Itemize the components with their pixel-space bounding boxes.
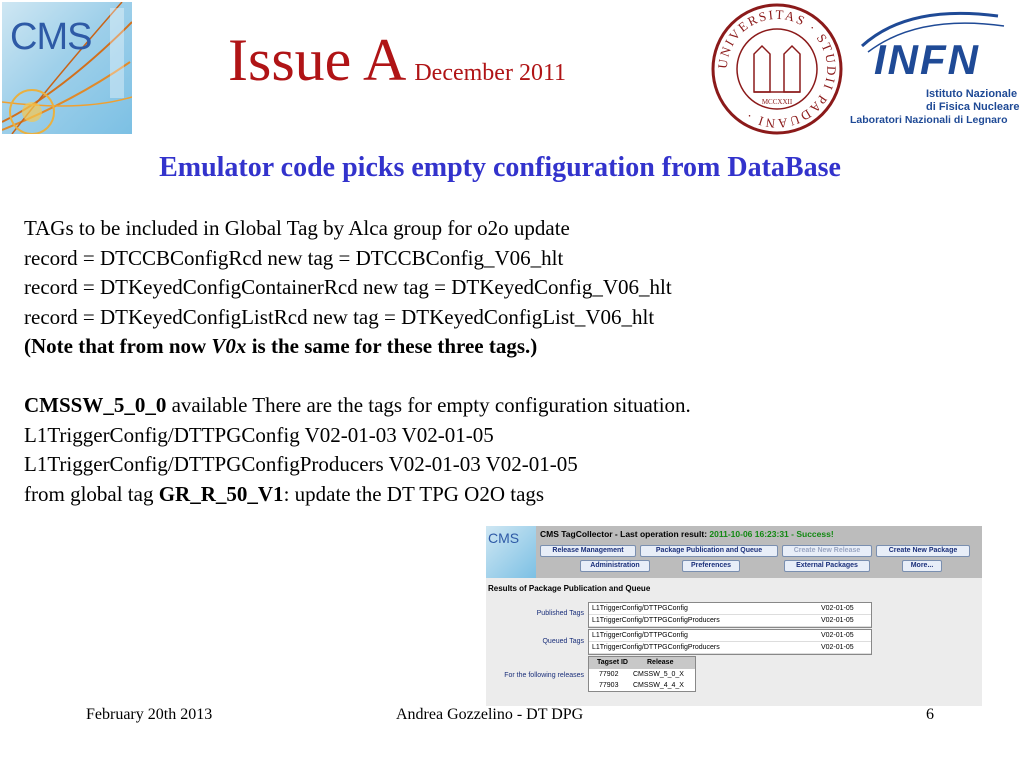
preferences-button[interactable]: Preferences xyxy=(682,560,740,572)
seal-graphic xyxy=(710,2,844,136)
more-button[interactable]: More... xyxy=(902,560,942,572)
tagcollector-title-prefix: CMS TagCollector - Last operation result: xyxy=(540,529,710,539)
tagset-id: 77903 xyxy=(599,682,619,689)
tagset-id: 77902 xyxy=(599,671,619,678)
tag-version: V02-01-05 xyxy=(821,644,854,651)
tag-version: V02-01-05 xyxy=(821,605,854,612)
slide-body xyxy=(24,214,691,509)
svg-text:UNIVERSITAS · STUDII PADUANI · xyxy=(715,7,839,131)
release-name: CMSSW_4_4_X xyxy=(633,682,684,689)
seal-year: MCCXXII xyxy=(761,98,793,106)
administration-button[interactable]: Administration xyxy=(580,560,650,572)
tagcollector-screenshot xyxy=(486,526,982,706)
body-line-note xyxy=(24,332,691,362)
release-row xyxy=(589,669,695,680)
tag-package: L1TriggerConfig/DTTPGConfigProducers xyxy=(592,644,720,651)
release-management-button[interactable]: Release Management xyxy=(540,545,636,557)
releases-table-header xyxy=(589,657,695,669)
slide-title-main: Issue A xyxy=(228,27,407,93)
tagcollector-status: 2011-10-06 16:23:31 - Success! xyxy=(709,529,834,539)
external-packages-button[interactable]: External Packages xyxy=(784,560,870,572)
tag-version: V02-01-05 xyxy=(821,617,854,624)
published-tags-label: Published Tags xyxy=(536,610,584,617)
create-new-package-button[interactable]: Create New Package xyxy=(876,545,970,557)
infn-logo xyxy=(848,6,1024,136)
footer-page-number: 6 xyxy=(926,706,934,723)
tagcollector-title xyxy=(540,529,834,539)
create-new-release-button[interactable]: Create New Release xyxy=(782,545,872,557)
body-line-record-container: record = DTKeyedConfigContainerRcd new tag = DTKeyedConfig_V06_hlt xyxy=(24,275,672,299)
cms-logo-text: CMS xyxy=(10,16,92,58)
slide-title-date: December 2011 xyxy=(414,60,567,86)
body-line-cmssw xyxy=(24,391,691,421)
seal-ring-text: UNIVERSITAS · STUDII PADUANI · xyxy=(714,6,840,132)
package-publication-button[interactable]: Package Publication and Queue xyxy=(640,545,778,557)
note-version: V0x xyxy=(211,334,247,358)
tagset-id-header: Tagset ID xyxy=(597,659,628,666)
tagcollector-cms-logo-text: CMS xyxy=(488,530,520,546)
infn-institute-line1: Istituto Nazionale xyxy=(926,88,1018,100)
tag-package: L1TriggerConfig/DTTPGConfig xyxy=(592,605,688,612)
tag-package: L1TriggerConfig/DTTPGConfig xyxy=(592,632,688,639)
cmssw-release: CMSSW_5_0_0 xyxy=(24,393,167,417)
release-name: CMSSW_5_0_X xyxy=(633,671,684,678)
infn-wordmark: INFN xyxy=(874,36,980,83)
slide-title xyxy=(228,27,567,93)
published-tags-list xyxy=(588,602,872,628)
footer-date: February 20th 2013 xyxy=(86,706,213,723)
body-gap xyxy=(24,362,691,392)
infn-institute-line2: di Fisica Nucleare xyxy=(926,101,1020,113)
published-tag-row xyxy=(589,615,871,627)
infn-lab: Laboratori Nazionali di Legnaro xyxy=(850,114,1008,126)
queued-tags-list xyxy=(588,629,872,655)
tag-package: L1TriggerConfig/DTTPGConfigProducers xyxy=(592,617,720,624)
gt-part-c: : update the DT TPG O2O tags xyxy=(283,481,545,506)
body-line-tags-intro: TAGs to be included in Global Tag by Alca group for o2o update xyxy=(24,216,570,240)
cms-logo xyxy=(2,2,132,134)
releases-label: For the following releases xyxy=(504,672,584,679)
footer-author: Andrea Gozzelino - DT DPG xyxy=(396,706,584,723)
tag-version: V02-01-05 xyxy=(821,632,854,639)
body-line-global-tag xyxy=(24,480,691,510)
body-line-record-ccb: record = DTCCBConfigRcd new tag = DTCCBConfig_V06_hlt xyxy=(24,245,564,270)
published-tag-row xyxy=(589,603,871,615)
results-section-title: Results of Package Publication and Queue xyxy=(488,584,651,593)
release-header: Release xyxy=(647,659,674,666)
body-line-record-list: record = DTKeyedConfigListRcd new tag = DTKeyedConfigList_V06_hlt xyxy=(24,304,655,329)
queued-tags-label: Queued Tags xyxy=(542,638,584,645)
body-line-dttpgconfigproducers: L1TriggerConfig/DTTPGConfigProducers V02-01-03 V02-01-05 xyxy=(24,452,578,476)
tagcollector-cms-logo xyxy=(486,526,536,578)
releases-table xyxy=(588,656,696,692)
slide-subtitle: Emulator code picks empty configuration from DataBase xyxy=(159,152,841,183)
infn-institute xyxy=(926,88,1020,114)
release-row xyxy=(589,680,695,691)
cmssw-description: available There are the tags for empty configuration situation. xyxy=(166,393,691,417)
queued-tag-row xyxy=(589,630,871,642)
gt-part-a: from global tag xyxy=(24,481,159,506)
note-part-a: (Note that from now xyxy=(24,334,212,358)
university-seal xyxy=(710,2,844,136)
note-part-c: is the same for these three tags.) xyxy=(246,334,538,358)
global-tag-name: GR_R_50_V1 xyxy=(158,481,284,506)
queued-tag-row xyxy=(589,642,871,654)
body-line-dttpgconfig: L1TriggerConfig/DTTPGConfig V02-01-03 V02-01-05 xyxy=(24,422,494,447)
